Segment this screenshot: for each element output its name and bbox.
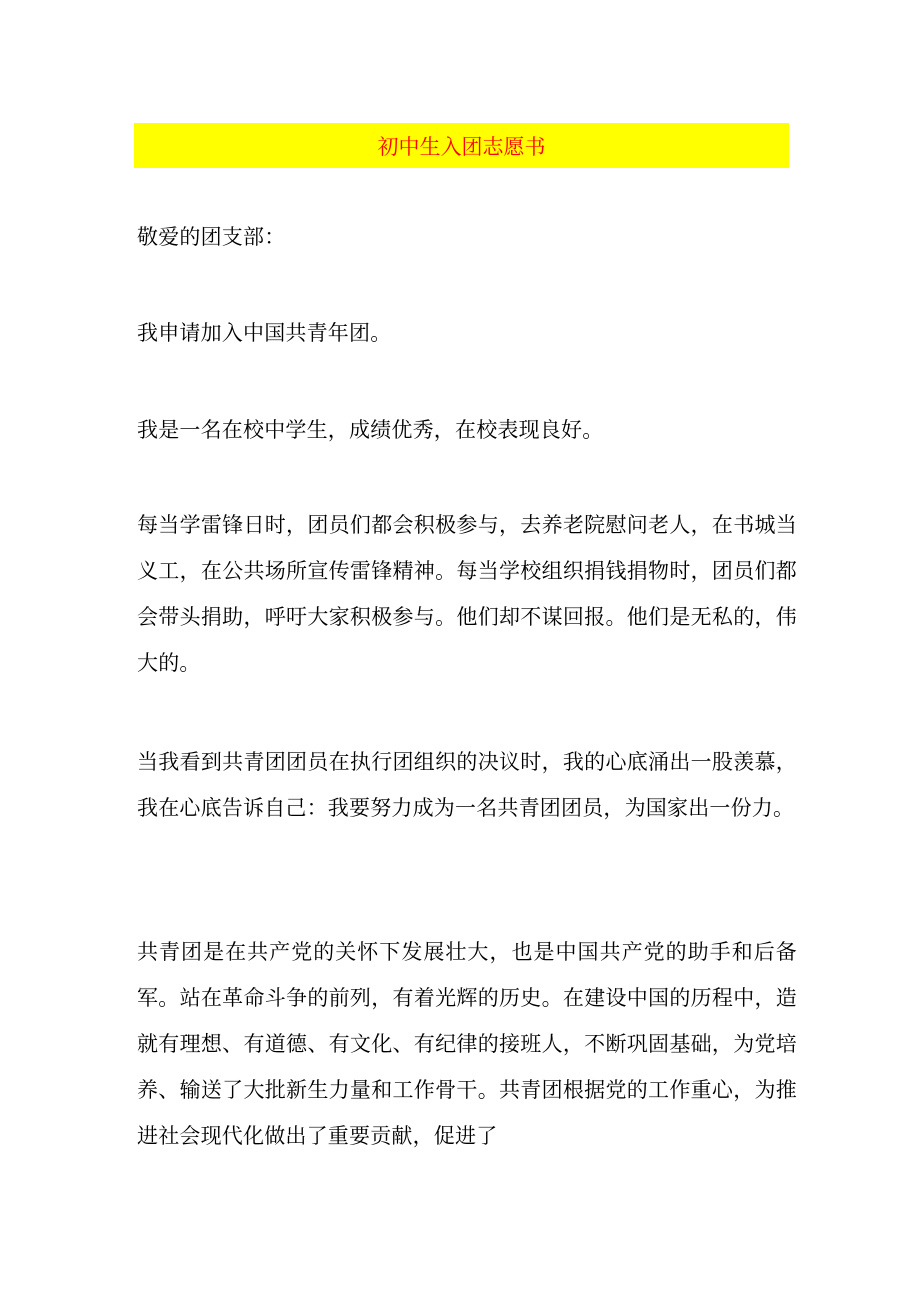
paragraph-2: 我是一名在校中学生，成绩优秀，在校表现良好。 bbox=[137, 418, 604, 442]
document-title: 初中生入团志愿书 bbox=[377, 134, 546, 159]
paragraph-5: 共青团是在共产党的关怀下发展壮大，也是中国共产党的助手和后备军。站在革命斗争的前列，有着光辉的历史。在建设中国的历程中，造就有理想、有道德、有文化、有纪律的接班人，不断巩固基础，为党培养、输送了大批新生力量和工作骨干。共青团根据党的工作重心，为推进社会现代化做出了重要贡献，促进了 bbox=[137, 940, 797, 1148]
title-banner bbox=[134, 123, 789, 168]
paragraph-4: 当我看到共青团团员在执行团组织的决议时，我的心底涌出一股羡慕，我在心底告诉自己：我要努力成为一名共青团团员，为国家出一份力。 bbox=[137, 750, 797, 820]
paragraph-1: 我申请加入中国共青年团。 bbox=[137, 321, 392, 345]
salutation: 敬爱的团支部： bbox=[137, 225, 286, 249]
paragraph-3: 每当学雷锋日时，团员们都会积极参与，去养老院慰问老人，在书城当义工，在公共场所宣传雷锋精神。每当学校组织捐钱捐物时，团员们都会带头捐助，呼吁大家积极参与。他们却不谋回报。他们是无私的，伟大的。 bbox=[137, 513, 797, 675]
